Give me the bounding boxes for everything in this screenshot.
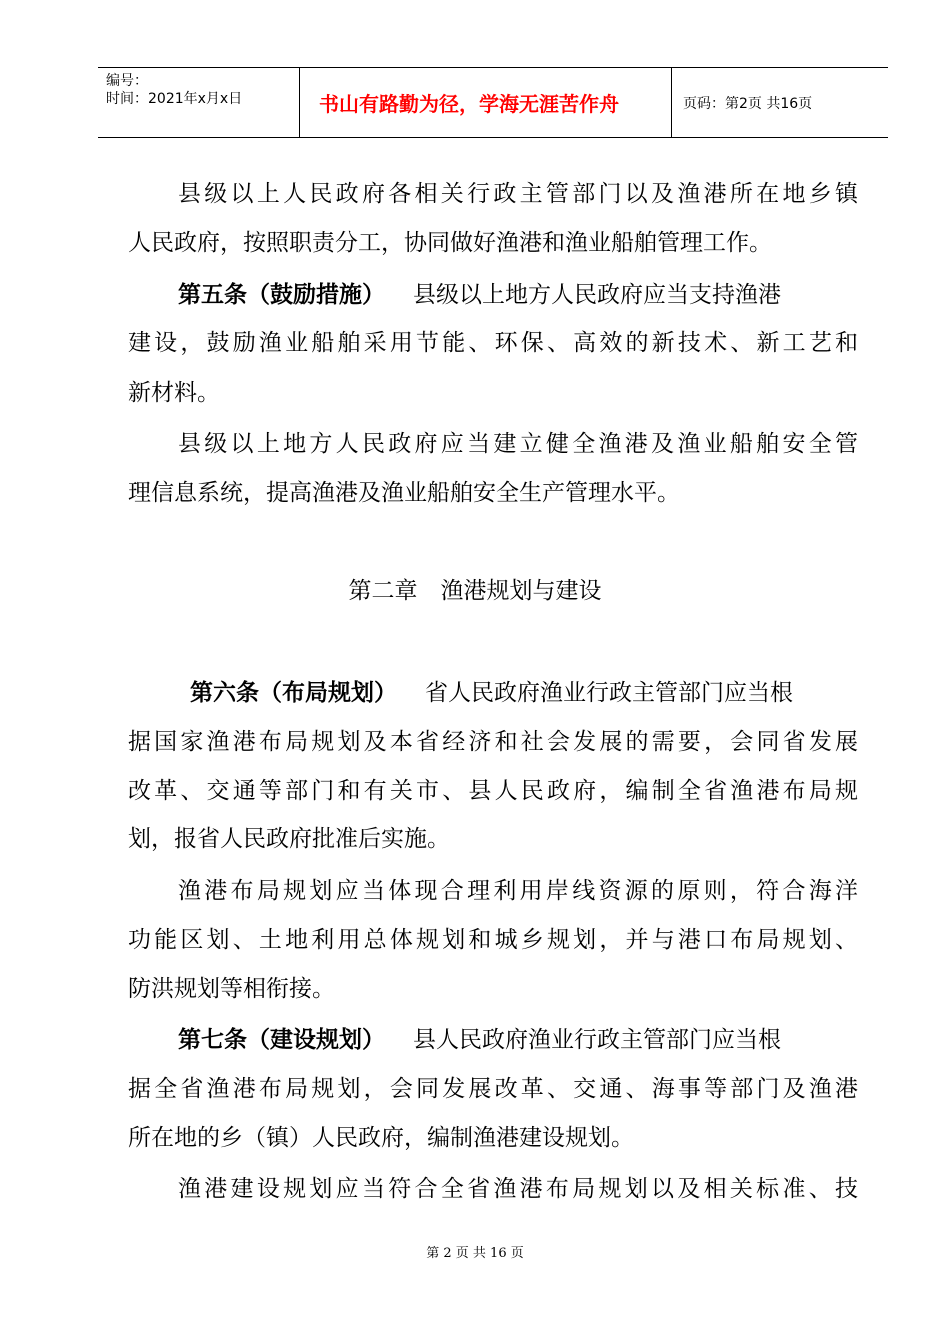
article-6-text: 省人民政府渔业行政主管部门应当根 bbox=[425, 680, 793, 706]
paragraph-line: 功能区划、土地利用总体规划和城乡规划，并与港口布局规划、 bbox=[128, 927, 858, 953]
article-5-text: 县级以上地方人民政府应当支持渔港 bbox=[413, 282, 781, 308]
paragraph-line: 所在地的乡（镇）人民政府，编制渔港建设规划。 bbox=[128, 1125, 634, 1151]
paragraph-line: 新材料。 bbox=[128, 380, 220, 406]
header-divider bbox=[299, 68, 300, 137]
article-7-title: 第七条（建设规划） bbox=[178, 1027, 385, 1053]
paragraph-line: 人民政府，按照职责分工，协同做好渔港和渔业船舶管理工作。 bbox=[128, 230, 772, 256]
paragraph-line: 渔港建设规划应当符合全省渔港布局规划以及相关标准、技 bbox=[178, 1176, 858, 1202]
article-7-text: 县人民政府渔业行政主管部门应当根 bbox=[413, 1027, 781, 1053]
document-number-label: 编号： bbox=[106, 73, 148, 89]
paragraph-line: 防洪规划等相衔接。 bbox=[128, 976, 335, 1002]
article-6-title: 第六条（布局规划） bbox=[190, 680, 397, 706]
paragraph-line: 据全省渔港布局规划，会同发展改革、交通、海事等部门及渔港 bbox=[128, 1076, 858, 1102]
document-time-label: 时间：2021年x月x日 bbox=[106, 91, 243, 107]
article-6-line bbox=[190, 677, 858, 709]
paragraph-line: 据国家渔港布局规划及本省经济和社会发展的需要，会同省发展 bbox=[128, 729, 858, 755]
header-divider bbox=[671, 68, 672, 137]
page-header bbox=[98, 67, 888, 138]
article-7-line bbox=[178, 1024, 858, 1056]
paragraph-line: 渔港布局规划应当体现合理利用岸线资源的原则，符合海洋 bbox=[178, 878, 858, 904]
paragraph-line: 理信息系统，提高渔港及渔业船舶安全生产管理水平。 bbox=[128, 480, 680, 506]
article-5-title: 第五条（鼓励措施） bbox=[178, 282, 385, 308]
paragraph-line: 改革、交通等部门和有关市、县人民政府，编制全省渔港布局规 bbox=[128, 778, 858, 804]
page-footer: 第 2 页 共 16 页 bbox=[426, 1246, 524, 1261]
paragraph-line: 建设，鼓励渔业船舶采用节能、环保、高效的新技术、新工艺和 bbox=[128, 330, 858, 356]
article-5-line bbox=[178, 279, 858, 311]
header-motto: 书山有路勤为径，学海无涯苦作舟 bbox=[319, 92, 619, 116]
paragraph-line: 县级以上人民政府各相关行政主管部门以及渔港所在地乡镇 bbox=[178, 181, 858, 207]
chapter-heading: 第二章 渔港规划与建设 bbox=[348, 578, 602, 604]
paragraph-line: 县级以上地方人民政府应当建立健全渔港及渔业船舶安全管 bbox=[178, 431, 858, 457]
header-page-number: 页码：第2页 共16页 bbox=[683, 96, 813, 112]
paragraph-line: 划，报省人民政府批准后实施。 bbox=[128, 826, 450, 852]
